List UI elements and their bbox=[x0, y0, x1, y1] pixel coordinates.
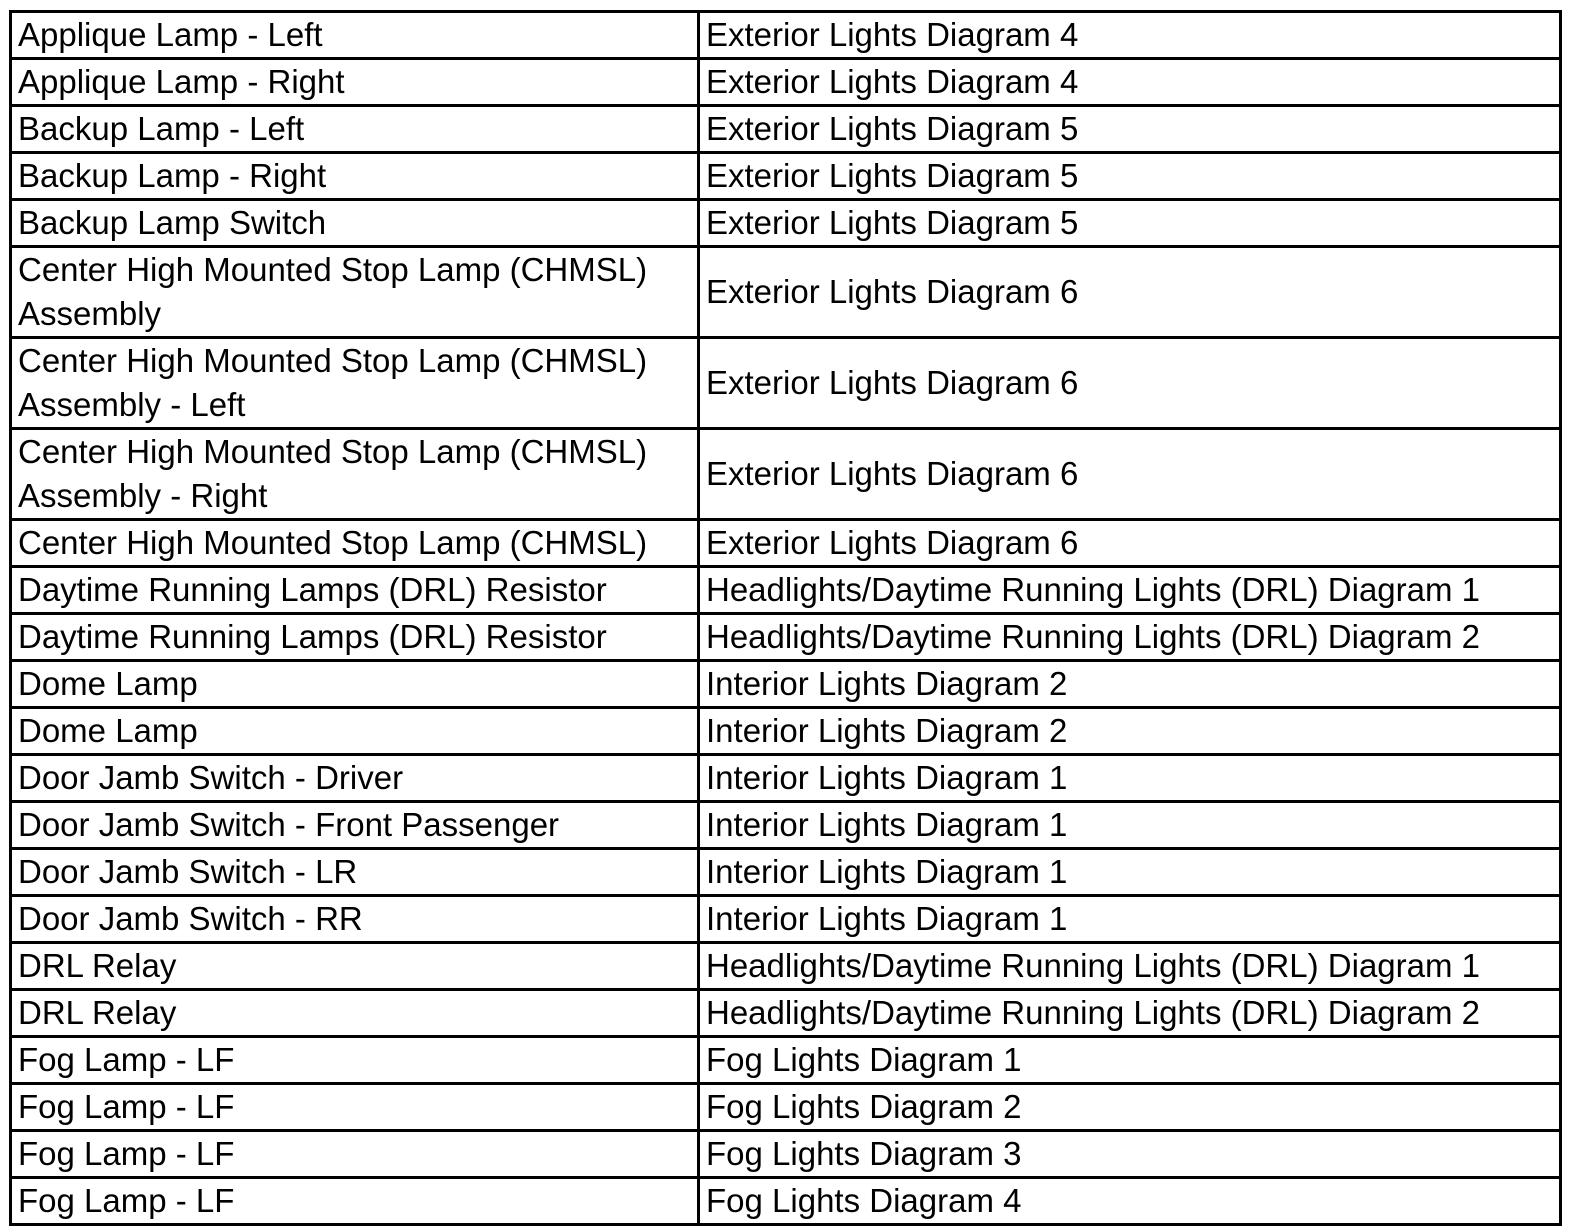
diagram-cell: Exterior Lights Diagram 4 bbox=[699, 59, 1561, 106]
diagram-cell: Interior Lights Diagram 1 bbox=[699, 755, 1561, 802]
diagram-cell: Headlights/Daytime Running Lights (DRL) Diagram 2 bbox=[699, 614, 1561, 661]
component-cell: Door Jamb Switch - Front Passenger bbox=[11, 802, 699, 849]
component-index-table bbox=[9, 10, 1562, 1226]
table-row bbox=[11, 661, 1561, 708]
table-row bbox=[11, 1178, 1561, 1225]
component-cell: Daytime Running Lamps (DRL) Resistor bbox=[11, 614, 699, 661]
component-cell: Center High Mounted Stop Lamp (CHMSL) bbox=[11, 520, 699, 567]
table-row bbox=[11, 614, 1561, 661]
component-index-body bbox=[11, 12, 1561, 1225]
diagram-cell: Interior Lights Diagram 2 bbox=[699, 661, 1561, 708]
component-cell: Backup Lamp Switch bbox=[11, 200, 699, 247]
component-cell: Daytime Running Lamps (DRL) Resistor bbox=[11, 567, 699, 614]
diagram-cell: Interior Lights Diagram 1 bbox=[699, 896, 1561, 943]
diagram-cell: Exterior Lights Diagram 6 bbox=[699, 247, 1561, 338]
diagram-cell: Headlights/Daytime Running Lights (DRL) Diagram 2 bbox=[699, 990, 1561, 1037]
diagram-cell: Interior Lights Diagram 2 bbox=[699, 708, 1561, 755]
component-cell: Door Jamb Switch - RR bbox=[11, 896, 699, 943]
component-cell: DRL Relay bbox=[11, 990, 699, 1037]
table-row bbox=[11, 849, 1561, 896]
diagram-cell: Headlights/Daytime Running Lights (DRL) Diagram 1 bbox=[699, 943, 1561, 990]
table-row bbox=[11, 990, 1561, 1037]
diagram-cell: Exterior Lights Diagram 5 bbox=[699, 106, 1561, 153]
component-cell: Center High Mounted Stop Lamp (CHMSL) Assembly - Right bbox=[11, 429, 699, 520]
diagram-cell: Fog Lights Diagram 4 bbox=[699, 1178, 1561, 1225]
diagram-cell: Fog Lights Diagram 1 bbox=[699, 1037, 1561, 1084]
table-row bbox=[11, 59, 1561, 106]
diagram-cell: Exterior Lights Diagram 5 bbox=[699, 200, 1561, 247]
component-cell: Applique Lamp - Right bbox=[11, 59, 699, 106]
component-cell: Dome Lamp bbox=[11, 708, 699, 755]
component-cell: Door Jamb Switch - LR bbox=[11, 849, 699, 896]
table-row bbox=[11, 567, 1561, 614]
component-cell: Backup Lamp - Left bbox=[11, 106, 699, 153]
component-cell: Fog Lamp - LF bbox=[11, 1131, 699, 1178]
table-row bbox=[11, 896, 1561, 943]
table-row bbox=[11, 338, 1561, 429]
component-cell: Dome Lamp bbox=[11, 661, 699, 708]
diagram-cell: Exterior Lights Diagram 5 bbox=[699, 153, 1561, 200]
component-cell: Fog Lamp - LF bbox=[11, 1037, 699, 1084]
diagram-cell: Interior Lights Diagram 1 bbox=[699, 849, 1561, 896]
table-row bbox=[11, 12, 1561, 59]
component-cell: Applique Lamp - Left bbox=[11, 12, 699, 59]
diagram-cell: Exterior Lights Diagram 6 bbox=[699, 520, 1561, 567]
table-row bbox=[11, 802, 1561, 849]
diagram-cell: Exterior Lights Diagram 6 bbox=[699, 338, 1561, 429]
component-cell: Door Jamb Switch - Driver bbox=[11, 755, 699, 802]
diagram-cell: Exterior Lights Diagram 6 bbox=[699, 429, 1561, 520]
table-row bbox=[11, 247, 1561, 338]
table-row bbox=[11, 755, 1561, 802]
diagram-cell: Fog Lights Diagram 2 bbox=[699, 1084, 1561, 1131]
diagram-cell: Fog Lights Diagram 3 bbox=[699, 1131, 1561, 1178]
table-row bbox=[11, 106, 1561, 153]
component-cell: Backup Lamp - Right bbox=[11, 153, 699, 200]
table-row bbox=[11, 200, 1561, 247]
component-cell: Fog Lamp - LF bbox=[11, 1178, 699, 1225]
table-row bbox=[11, 1131, 1561, 1178]
component-cell: Center High Mounted Stop Lamp (CHMSL) Assembly - Left bbox=[11, 338, 699, 429]
diagram-cell: Interior Lights Diagram 1 bbox=[699, 802, 1561, 849]
component-cell: DRL Relay bbox=[11, 943, 699, 990]
table-row bbox=[11, 429, 1561, 520]
table-row bbox=[11, 708, 1561, 755]
table-row bbox=[11, 1084, 1561, 1131]
component-cell: Fog Lamp - LF bbox=[11, 1084, 699, 1131]
diagram-cell: Exterior Lights Diagram 4 bbox=[699, 12, 1561, 59]
table-row bbox=[11, 153, 1561, 200]
component-cell: Center High Mounted Stop Lamp (CHMSL) Assembly bbox=[11, 247, 699, 338]
table-row bbox=[11, 943, 1561, 990]
table-row bbox=[11, 1037, 1561, 1084]
table-row bbox=[11, 520, 1561, 567]
diagram-cell: Headlights/Daytime Running Lights (DRL) Diagram 1 bbox=[699, 567, 1561, 614]
